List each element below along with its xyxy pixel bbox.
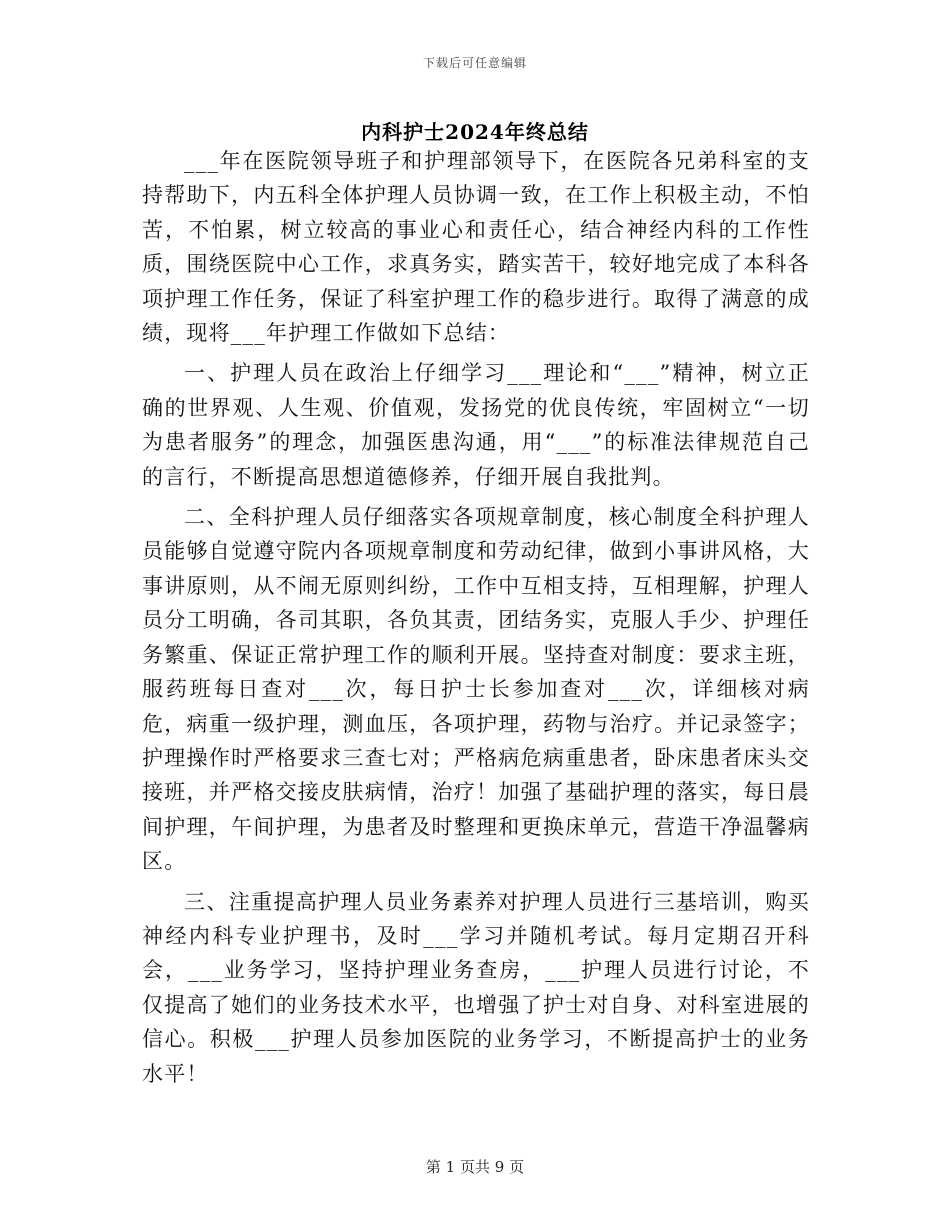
paragraph-section-1: 一、护理人员在政治上仔细学习___理论和“___”精神，树立正确的世界观、人生观、价值观，发扬党的优良传统，牢固树立“一切为患者服务”的理念，加强医患沟通，用“___”的标准法律规范自己的言行，不断提高思想道德修养，仔细开展自我批判。 xyxy=(142,361,810,489)
document-body xyxy=(142,144,810,1097)
document-title: 内科护士2024年终总结 xyxy=(361,120,589,144)
paragraph-intro: ___年在医院领导班子和护理部领导下，在医院各兄弟科室的支持帮助下，内五科全体护理人员协调一致，在工作上积极主动，不怕苦，不怕累，树立较高的事业心和责任心，结合神经内科的工作性质，围绕医院中心工作，求真务实，踏实苦干，较好地完成了本科各项护理工作任务，保证了科室护理工作的稳步进行。取得了满意的成绩，现将___年护理工作做如下总结： xyxy=(142,149,810,346)
page-number: 第 1 页共 9 页 xyxy=(425,1158,525,1176)
paragraph-section-2: 二、全科护理人员仔细落实各项规章制度，核心制度全科护理人员能够自觉遵守院内各项规章制度和劳动纪律，做到小事讲风格，大事讲原则，从不闹无原则纠纷，工作中互相支持，互相理解，护理人员分工明确，各司其职，各负其责，团结务实，克服人手少、护理任务繁重、保证正常护理工作的顺利开展。坚持查对制度：要求主班，服药班每日查对___次，每日护士长参加查对___次，详细核对病危，病重一级护理，测血压，各项护理，药物与治疗。并记录签字；护理操作时严格要求三查七对；严格病危病重患者，卧床患者床头交接班，并严格交接皮肤病情，治疗！加强了基础护理的落实，每日晨间护理，午间护理，为患者及时整理和更换床单元，营造干净温馨病区。 xyxy=(142,505,810,874)
download-note: 下载后可任意编辑 xyxy=(422,56,527,70)
paragraph-section-3: 三、注重提高护理人员业务素养对护理人员进行三基培训，购买神经内科专业护理书，及时___学习并随机考试。每月定期召开科会，___业务学习，坚持护理业务查房，___护理人员进行讨论，不仅提高了她们的业务技术水平，也增强了护士对自身、对科室进展的信心。积极___护理人员参加医院的业务学习，不断提高护士的业务水平！ xyxy=(142,889,810,1086)
